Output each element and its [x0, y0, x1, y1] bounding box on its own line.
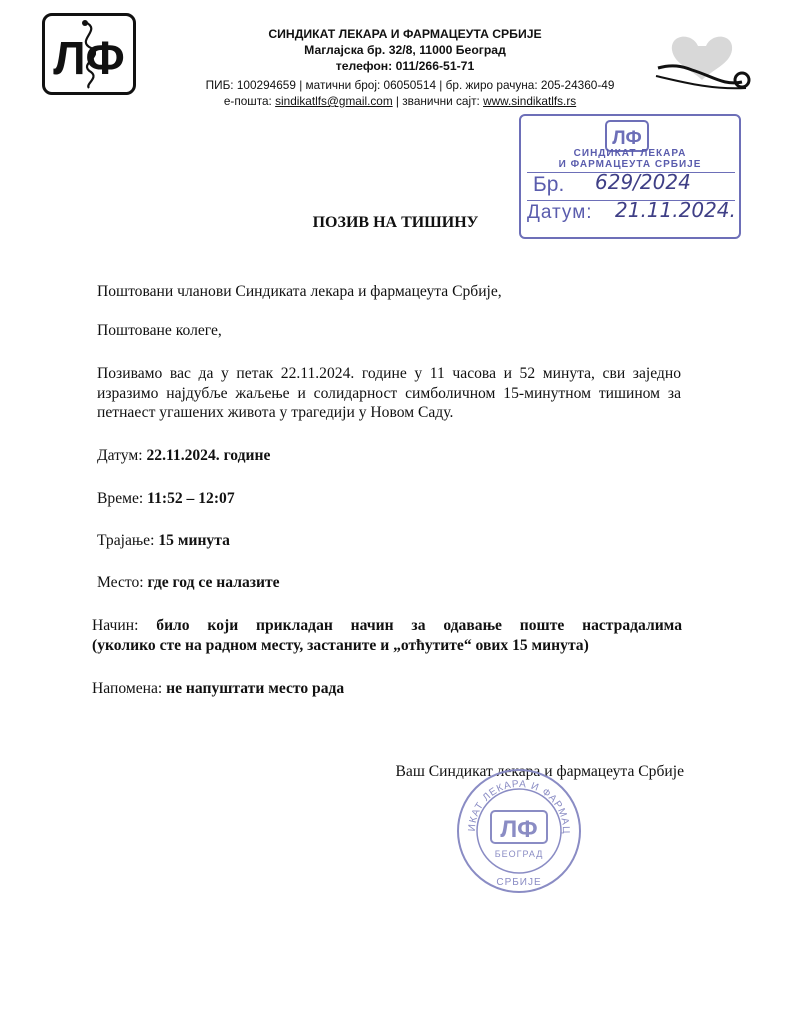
org-contacts: е-пошта: sindikatlfs@gmail.com | званични сајт: www.sindikatlfs.rs: [223, 94, 577, 108]
greeting-colleagues: Поштоване колеге,: [97, 322, 222, 339]
detail-manner: Начин: било који прикладан начин за одавање поште настрадалима (уколико сте на радном месту, застаните и „отћутите“ ових 15 минута): [92, 617, 682, 654]
svg-text:СИНДИКАТ ЛЕКАРА И ФАРМАЦЕУТА: ИКАТ ЛЕКАРА И ФАРМАЦ: [466, 778, 572, 835]
official-seal: [455, 767, 583, 895]
stamp-line1: СИНДИКАТ ЛЕКАРА: [573, 148, 687, 159]
stamp-line2: И ФАРМАЦЕУТА СРБИЈЕ: [558, 159, 702, 170]
org-ids: ПИБ: 100294659 | матични број: 06050514 | бр. жиро рачуна: 205-24360-49: [205, 78, 615, 92]
svg-text:СРБИЈЕ: СРБИЈЕ: [496, 877, 542, 888]
svg-text:ЛФ: ЛФ: [500, 816, 538, 843]
detail-place: Место: где год се налазите: [97, 574, 280, 591]
stamp-number-label: Бр.: [533, 173, 565, 196]
stamp-date-label: Датум:: [527, 202, 593, 223]
email-link[interactable]: sindikatlfs@gmail.com: [275, 94, 393, 108]
logo-letters: ЛФ: [53, 32, 125, 84]
body-paragraph: Позивамо вас да у петак 22.11.2024. године у 11 часова и 52 минута, сви заједно изразимо најдубље жаљење и солидарност симболичном 15-минутном тишином за петнаест угашених живота у трагедији у Новом Саду.: [97, 365, 681, 421]
svg-text:БЕОГРАД: БЕОГРАД: [494, 849, 544, 859]
org-phone: телефон: 011/266-51-71: [335, 59, 475, 73]
org-name: СИНДИКАТ ЛЕКАРА И ФАРМАЦЕУТА СРБИЈЕ: [268, 27, 542, 41]
heart-stethoscope-icon: [652, 30, 752, 102]
detail-note: Напомена: не напуштати место рада: [92, 680, 345, 697]
greeting-members: Поштовани чланови Синдиката лекара и фармацеута Србије,: [97, 283, 502, 300]
document-title: ПОЗИВ НА ТИШИНУ: [312, 214, 479, 231]
org-address: Маглајска бр. 32/8, 11000 Београд: [304, 43, 506, 57]
detail-duration: Трајање: 15 минута: [97, 532, 230, 549]
stamp-date-value: 21.11.2024.: [615, 198, 736, 222]
signature: Ваш Синдикат лекара и фармацеута Србије: [395, 763, 684, 780]
svg-text:ЛФ: ЛФ: [612, 128, 642, 149]
detail-date: Датум: 22.11.2024. године: [97, 447, 271, 464]
stamp-number-value: 629/2024: [595, 170, 691, 194]
website-link[interactable]: www.sindikatlfs.rs: [483, 94, 577, 108]
detail-time: Време: 11:52 – 12:07: [97, 490, 235, 507]
union-logo: [42, 13, 136, 95]
